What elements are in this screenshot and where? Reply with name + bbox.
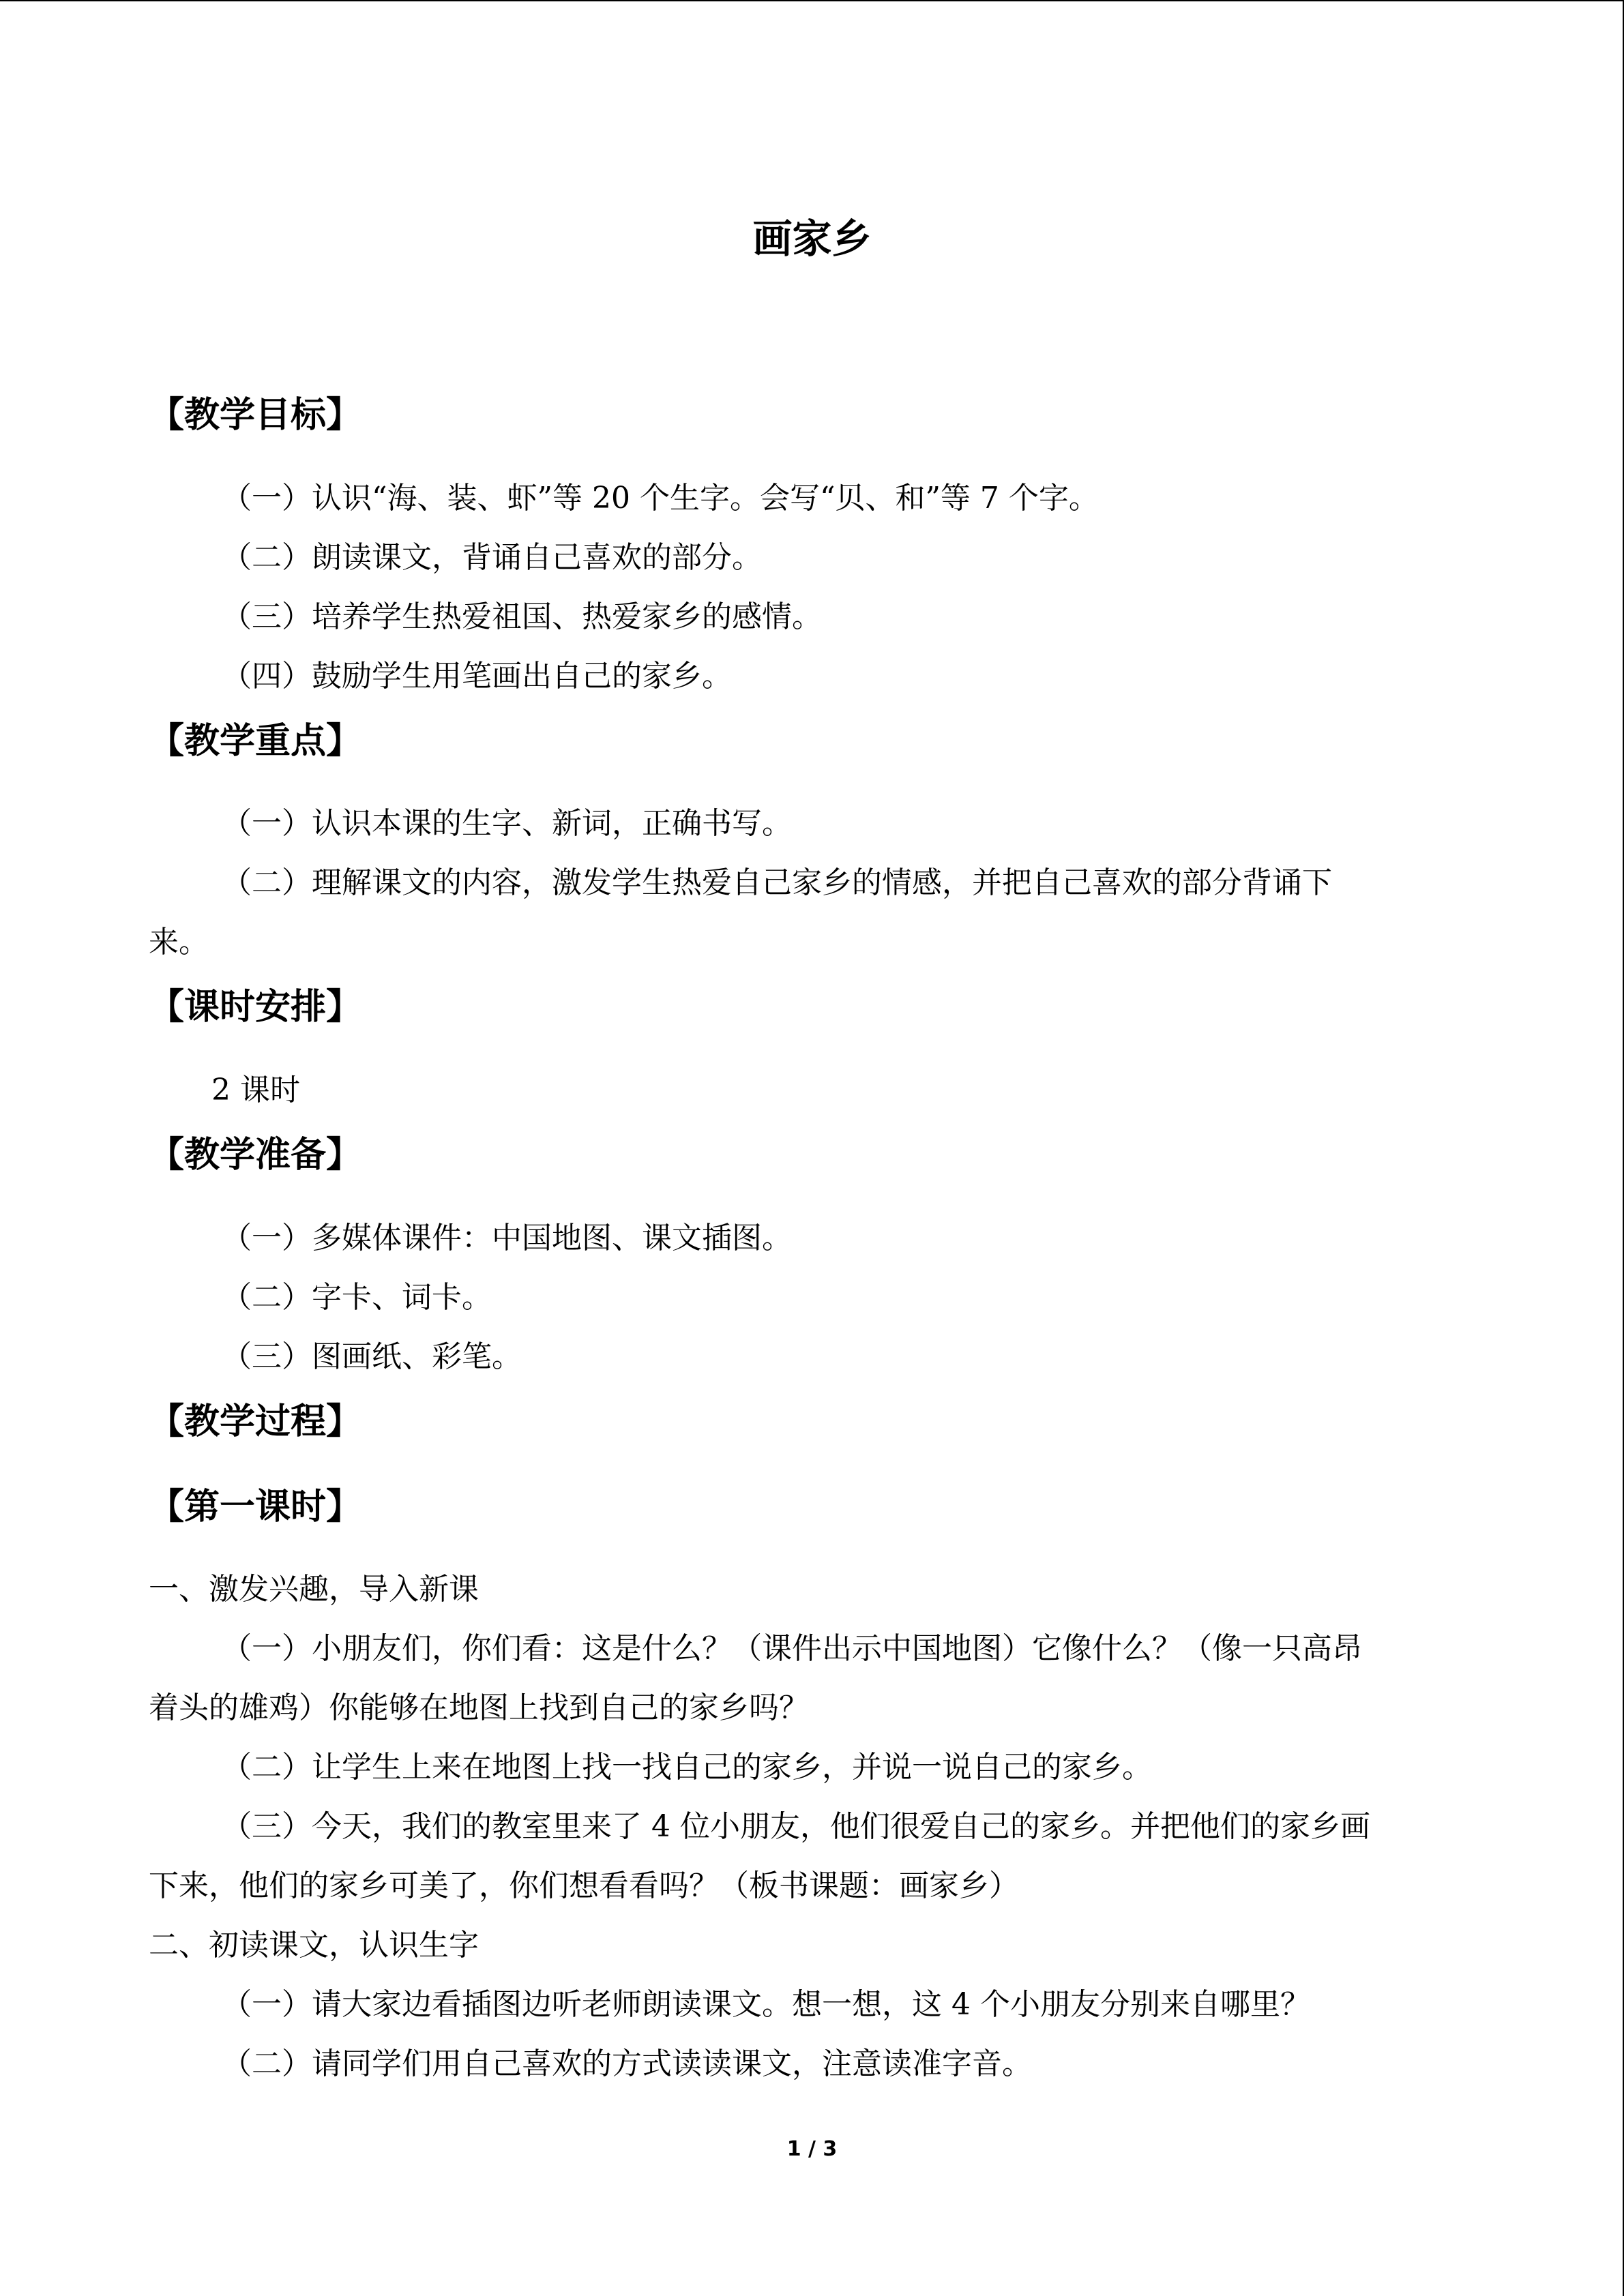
part-2-paragraph-2: （二）请同学们用自己喜欢的方式读读课文，注意读准字音。 (222, 2046, 1032, 2081)
heading-schedule: 【课时安排】 (149, 987, 362, 1028)
part-2-paragraph-1: （一）请大家边看插图边听老师朗读课文。想一想，这 4 个小朋友分别来自哪里？ (222, 1987, 1310, 2022)
key-point-item-2-line-2: 来。 (149, 925, 209, 959)
page-number: 1 / 3 (786, 2137, 838, 2161)
key-point-item-1: （一）认识本课的生字、新词，正确书写。 (222, 806, 792, 841)
preparation-item-3: （三）图画纸、彩笔。 (222, 1339, 522, 1374)
part-1-title: 一、激发兴趣，导入新课 (149, 1572, 479, 1607)
part-1-paragraph-2: （二）让学生上来在地图上找一找自己的家乡，并说一说自己的家乡。 (222, 1750, 1152, 1785)
objective-item-2: （二）朗读课文，背诵自己喜欢的部分。 (222, 540, 762, 575)
heading-objectives: 【教学目标】 (149, 395, 362, 436)
part-1-paragraph-3-line-2: 下来，他们的家乡可美了，你们想看看吗？（板书课题：画家乡） (149, 1868, 1019, 1903)
key-point-item-2-line-1: （二）理解课文的内容，激发学生热爱自己家乡的情感，并把自己喜欢的部分背诵下 (222, 865, 1332, 900)
objective-item-3: （三）培养学生热爱祖国、热爱家乡的感情。 (222, 599, 822, 634)
heading-first-lesson: 【第一课时】 (149, 1487, 362, 1527)
schedule-text: 2 课时 (211, 1073, 300, 1107)
part-2-title: 二、初读课文，认识生字 (149, 1928, 479, 1963)
part-1-paragraph-1-line-1: （一）小朋友们，你们看：这是什么？（课件出示中国地图）它像什么？（像一只高昂 (222, 1631, 1362, 1666)
part-1-paragraph-1-line-2: 着头的雄鸡）你能够在地图上找到自己的家乡吗？ (149, 1690, 809, 1725)
heading-preparation: 【教学准备】 (149, 1135, 362, 1176)
heading-key-points: 【教学重点】 (149, 721, 362, 762)
document-title: 画家乡 (752, 215, 872, 262)
heading-process: 【教学过程】 (149, 1401, 362, 1442)
preparation-item-2: （二）字卡、词卡。 (222, 1280, 492, 1315)
objective-item-1: （一）认识“海、装、虾”等 20 个生字。会写“贝、和”等 7 个字。 (222, 481, 1099, 516)
objective-item-4: （四）鼓励学生用笔画出自己的家乡。 (222, 659, 732, 694)
preparation-item-1: （一）多媒体课件：中国地图、课文插图。 (222, 1221, 792, 1255)
part-1-paragraph-3-line-1: （三）今天，我们的教室里来了 4 位小朋友，他们很爱自己的家乡。并把他们的家乡画 (222, 1809, 1370, 1844)
